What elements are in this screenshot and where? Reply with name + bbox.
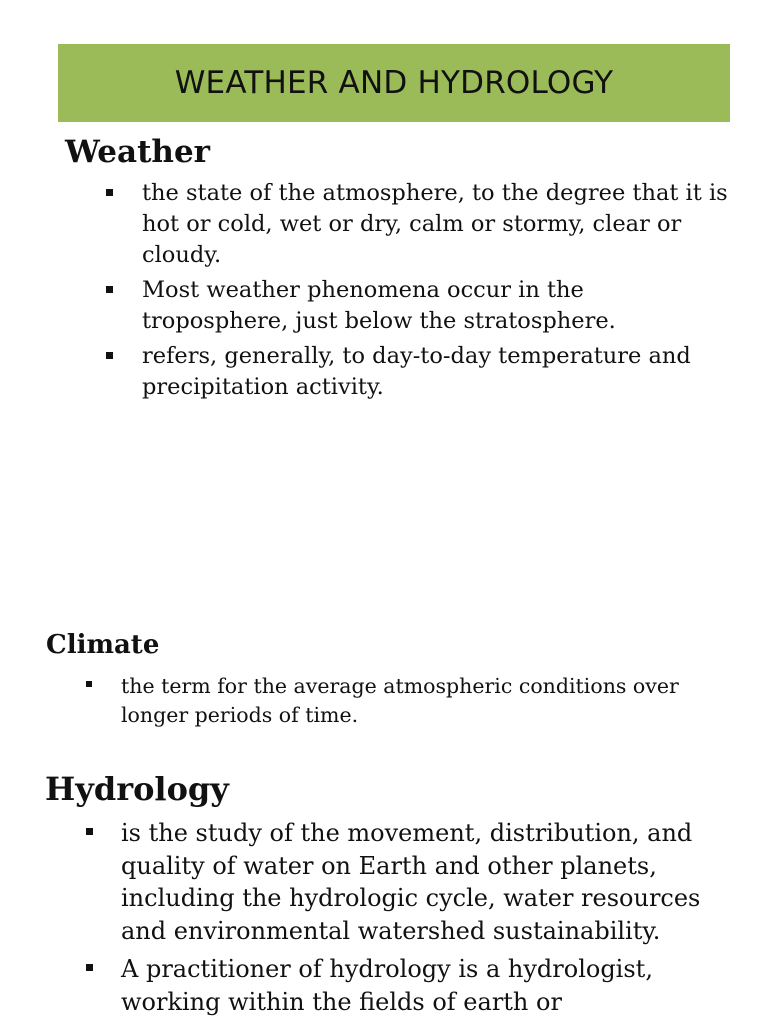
hydrology-bullet-list bbox=[121, 817, 731, 1024]
square-bullet-icon bbox=[106, 189, 113, 196]
list-item-text: A practitioner of hydrology is a hydrologist, working within the fields of earth or bbox=[121, 955, 653, 1016]
weather-heading: Weather bbox=[65, 134, 211, 170]
list-item-text: refers, generally, to day-to-day temperature and precipitation activity. bbox=[142, 343, 691, 400]
weather-bullet-list bbox=[142, 178, 732, 407]
list-item-text: the term for the average atmospheric conditions over longer periods of time. bbox=[121, 674, 679, 727]
hydrology-heading: Hydrology bbox=[45, 770, 229, 808]
square-bullet-icon bbox=[106, 352, 113, 359]
square-bullet-icon bbox=[86, 964, 93, 971]
list-item bbox=[121, 817, 731, 947]
list-item-text: is the study of the movement, distribution, and quality of water on Earth and other planets, including the hydrologic cycle, water resources and environmental watershed sustainability. bbox=[121, 819, 701, 945]
list-item bbox=[121, 953, 731, 1018]
climate-heading: Climate bbox=[46, 630, 160, 660]
page-title: WEATHER AND HYDROLOGY bbox=[174, 65, 614, 101]
list-item bbox=[121, 672, 721, 730]
list-item bbox=[142, 275, 732, 337]
title-banner bbox=[58, 44, 730, 122]
list-item bbox=[142, 178, 732, 271]
list-item-text: Most weather phenomena occur in the troposphere, just below the stratosphere. bbox=[142, 277, 616, 334]
square-bullet-icon bbox=[106, 286, 113, 293]
square-bullet-icon bbox=[86, 681, 92, 687]
climate-bullet-list bbox=[121, 672, 721, 730]
list-item bbox=[142, 341, 732, 403]
square-bullet-icon bbox=[86, 828, 93, 835]
list-item-text: the state of the atmosphere, to the degree that it is hot or cold, wet or dry, calm or stormy, clear or cloudy. bbox=[142, 180, 728, 268]
